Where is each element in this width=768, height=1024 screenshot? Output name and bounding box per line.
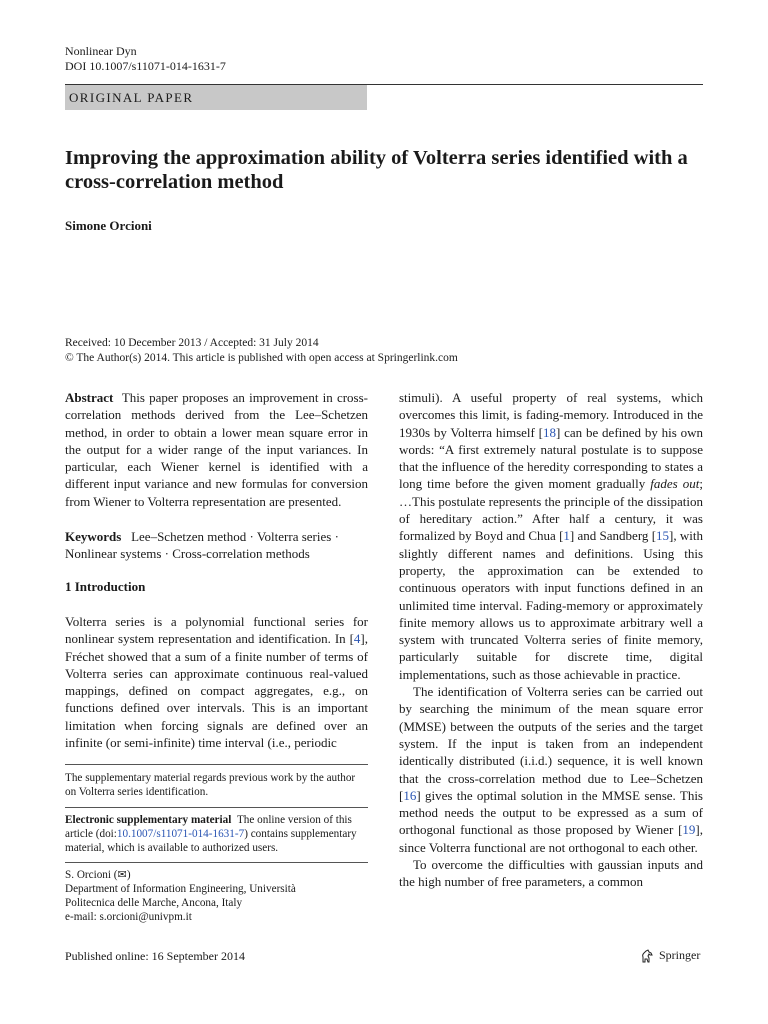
keywords-label: Keywords — [65, 529, 122, 544]
keywords — [65, 528, 368, 563]
section-heading-introduction: 1 Introduction — [65, 579, 146, 594]
affiliation-name: S. Orcioni (✉) — [65, 869, 131, 881]
received-accepted: Received: 10 December 2013 / Accepted: 31 July 2014 — [65, 337, 319, 349]
journal-name: Nonlinear Dyn — [65, 44, 137, 58]
paper-type-banner: ORIGINAL PAPER — [65, 85, 367, 110]
article-title: Improving the approximation ability of Volterra series identified with a cross-correlation method — [65, 147, 688, 193]
intro-text-1: Volterra series is a polynomial functional series for nonlinear system representation and identification. In [ — [65, 614, 368, 647]
esm-note — [65, 813, 368, 855]
esm-text-2: ) contains supplementary material, which is available to authorized users. — [65, 828, 357, 854]
citation-16[interactable]: 16 — [403, 787, 417, 803]
copyright: © The Author(s) 2014. This article is published with open access at Springerlink.com — [65, 352, 458, 364]
keywords-text: Lee–Schetzen method · Volterra series · Nonlinear systems · Cross-correlation methods — [65, 529, 339, 562]
fades-out-italic: fades out — [650, 476, 700, 492]
intro-text-2: ], Fréchet showed that a sum of a finite number of terms of Volterra series can approximate continuous real-valued mappings, defined on compact aggregates, e.g., on functions defined over intervals. This is an important limitation when forcing signals are defined over an infinite (or semi-infinite) time interval (i.e., periodic — [65, 631, 368, 751]
paragraph-identification: The identification of Volterra series can be carried out by searching the minimum of the mean square error (MMSE) between the outputs of the series and the target system. If the input is taken from an independent identically distributed (i.i.d.) sequence, it is well known that the cross-correlation method due to Lee–Schetzen [16] gives the optimal solution in the MMSE sense. This method needs the output to be expressed as a sum of orthogonal functional as those proposed by Wiener [19], since Volterra functional are not orthogonal to each other. — [399, 684, 703, 855]
footnote-rule-2 — [65, 807, 368, 808]
esm-label: Electronic supplementary material — [65, 814, 232, 826]
abstract-text: This paper proposes an improvement in cross-correlation methods derived from the Lee–Schetzen method, in order to obtain a lower mean square error in the output for a wider range of the input variances. In particular, each Wiener kernel is identified with a different input variance and new formulas for conversion from Wiener to Volterra representation are presented. — [65, 390, 368, 509]
citation-1[interactable]: 1 — [563, 528, 570, 544]
affiliation-email[interactable]: e-mail: s.orcioni@univpm.it — [65, 911, 192, 923]
abstract — [65, 389, 368, 510]
citation-18[interactable]: 18 — [543, 424, 556, 440]
springer-horse-icon — [640, 949, 654, 963]
publisher-name: Springer — [659, 948, 701, 962]
affiliation-dept: Department of Information Engineering, Università — [65, 883, 296, 895]
intro-paragraph — [65, 613, 368, 751]
author-name: Simone Orcioni — [65, 218, 152, 233]
footnote-rule — [65, 764, 368, 765]
article-dates — [65, 336, 458, 366]
affiliation — [65, 868, 368, 924]
footnote-rule-3 — [65, 862, 368, 863]
esm-text-1: The online version of this article (doi: — [65, 814, 352, 840]
paragraph-fading-memory: stimuli). A useful property of real systems, which overcomes this limit, is fading-memory. Introduced in the 1930s by Volterra himself [18] can be defined by his own words: “A first extremely natural postulate is to suppose that the influence of the heredity corresponding to states a long time before the given moment gradually fades out; …This postulate represents the principle of the dissipation of hereditary action.” After half a century, it was formalized by Boyd and Chua [1] and Sandberg [15], with slightly different names and definitions. Using this property, the approximation can be extended to continuous operators with input functions defined in an unlimited time interval. Fading-memory or approximately finite memory allows us to approximate arbitrary well a system with truncated Volterra series of finite memory, particularly suitable for discrete time, digital implementations, such as those achievable in practice. — [399, 390, 703, 682]
affiliation-institution: Politecnica delle Marche, Ancona, Italy — [65, 897, 243, 909]
abstract-label: Abstract — [65, 390, 114, 405]
paragraph-overcome: To overcome the difficulties with gaussian inputs and the high number of free parameters, a common — [399, 857, 703, 890]
supplementary-note: The supplementary material regards previous work by the author on Volterra series identification. — [65, 772, 356, 798]
doi: DOI 10.1007/s11071-014-1631-7 — [65, 59, 226, 73]
publisher-logo — [640, 948, 700, 963]
citation-19[interactable]: 19 — [682, 822, 696, 838]
right-column-text — [399, 389, 703, 891]
citation-4[interactable]: 4 — [353, 631, 361, 647]
esm-doi-link[interactable]: 10.1007/s11071-014-1631-7 — [116, 828, 245, 840]
journal-header — [65, 44, 226, 74]
citation-15[interactable]: 15 — [656, 528, 670, 544]
published-date: Published online: 16 September 2014 — [65, 949, 245, 963]
